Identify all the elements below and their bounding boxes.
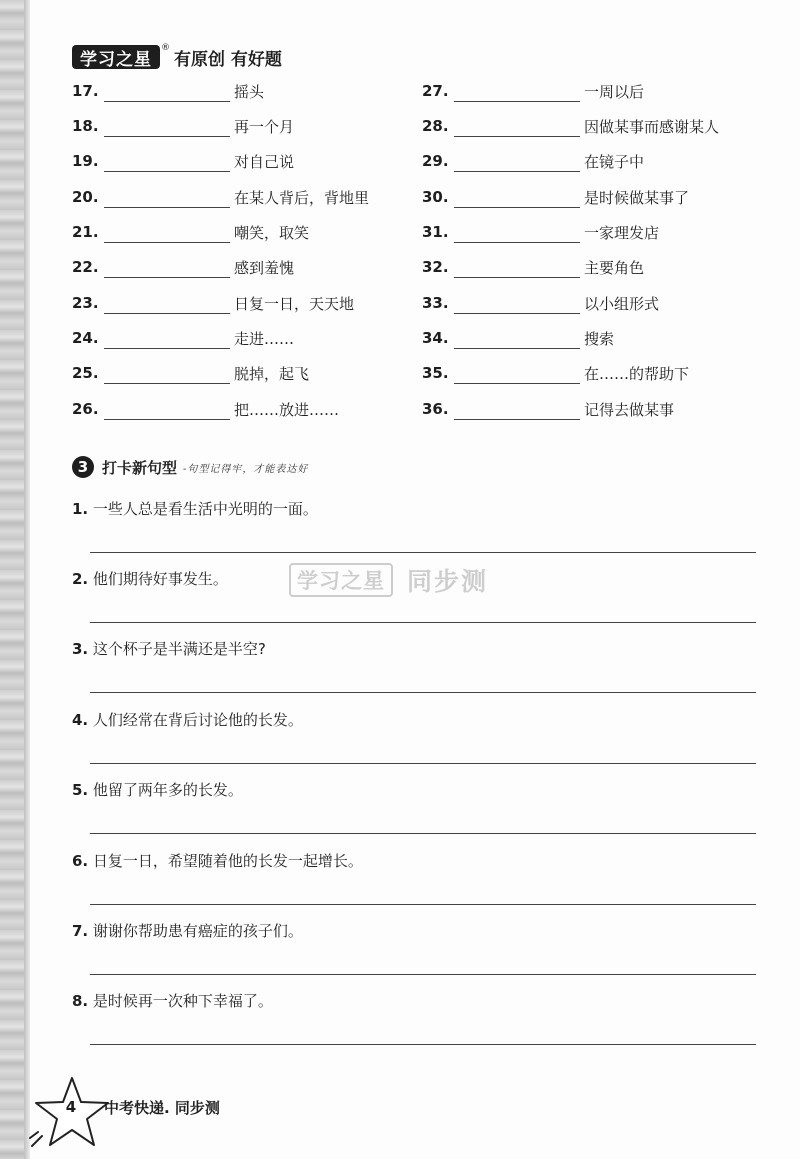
sentence-text: 谢谢你帮助患有癌症的孩子们。: [92, 922, 303, 940]
item-meaning: 再一个月: [234, 117, 295, 136]
sentence-text: 他留了两年多的长发。: [92, 781, 243, 799]
item-meaning: 摇头: [234, 82, 265, 101]
answer-blank[interactable]: [104, 293, 230, 314]
vocab-item: [72, 358, 309, 388]
item-meaning: 嘲笑，取笑: [234, 223, 310, 242]
item-meaning: 脱掉，起飞: [234, 364, 310, 383]
header-tagline: 有原创 有好题: [174, 49, 282, 70]
item-meaning: 走进……: [234, 329, 295, 348]
item-meaning: 以小组形式: [584, 294, 660, 313]
item-meaning: 记得去做某事: [584, 400, 675, 419]
vocab-item: [422, 217, 659, 247]
answer-blank[interactable]: [104, 187, 230, 208]
item-number: 17.: [72, 82, 99, 100]
sentence-prompt: [72, 498, 318, 519]
item-number: 26.: [72, 400, 99, 418]
sentence-text: 人们经常在背后讨论他的长发。: [92, 711, 303, 729]
page-number: 4: [65, 1098, 77, 1116]
sentence-number: 3.: [72, 640, 89, 658]
vocab-item: [422, 76, 644, 106]
item-number: 23.: [72, 294, 99, 312]
answer-blank[interactable]: [104, 257, 230, 278]
item-number: 32.: [422, 258, 449, 276]
answer-blank[interactable]: [454, 187, 580, 208]
sentence-text: 他们期待好事发生。: [92, 570, 228, 588]
answer-blank[interactable]: [104, 328, 230, 349]
answer-line[interactable]: [90, 833, 756, 834]
vocab-item: [72, 394, 339, 424]
item-number: 19.: [72, 152, 99, 170]
vocab-item: [422, 182, 689, 212]
sentence-text: 是时候再一次种下幸福了。: [92, 992, 273, 1010]
item-meaning: 在……的帮助下: [584, 364, 690, 383]
item-number: 20.: [72, 188, 99, 206]
sentence-prompt: [72, 709, 303, 730]
vocab-item: [422, 146, 644, 176]
answer-line[interactable]: [90, 692, 756, 693]
answer-line[interactable]: [90, 763, 756, 764]
item-number: 25.: [72, 364, 99, 382]
item-meaning: 在某人背后，背地里: [234, 188, 370, 207]
sentence-text: 一些人总是看生活中光明的一面。: [92, 500, 318, 518]
item-meaning: 在镜子中: [584, 152, 645, 171]
sentence-number: 8.: [72, 992, 89, 1010]
item-number: 18.: [72, 117, 99, 135]
sentence-prompt: [72, 850, 363, 871]
sentence-prompt: [72, 990, 273, 1011]
item-meaning: 对自己说: [234, 152, 295, 171]
answer-blank[interactable]: [454, 81, 580, 102]
answer-line[interactable]: [90, 904, 756, 905]
answer-blank[interactable]: [104, 81, 230, 102]
vocab-item: [72, 111, 294, 141]
item-meaning: 把……放进……: [234, 400, 340, 419]
answer-blank[interactable]: [454, 399, 580, 420]
vocab-item: [422, 111, 719, 141]
sentence-number: 1.: [72, 500, 89, 518]
section-title: 打卡新句型: [102, 458, 178, 477]
item-number: 28.: [422, 117, 449, 135]
watermark: [289, 562, 488, 598]
item-meaning: 搜索: [584, 329, 615, 348]
item-number: 31.: [422, 223, 449, 241]
watermark-logo: 学习之星: [289, 563, 393, 597]
item-number: 36.: [422, 400, 449, 418]
vocab-item: [422, 394, 674, 424]
vocab-item: [422, 252, 644, 282]
sentence-number: 4.: [72, 711, 89, 729]
item-meaning: 日复一日，天天地: [234, 294, 355, 313]
item-number: 33.: [422, 294, 449, 312]
answer-blank[interactable]: [454, 257, 580, 278]
answer-blank[interactable]: [104, 116, 230, 137]
item-meaning: 感到羞愧: [234, 258, 295, 277]
sentence-prompt: [72, 568, 228, 589]
item-meaning: 一周以后: [584, 82, 645, 101]
answer-line[interactable]: [90, 974, 756, 975]
vocab-item: [72, 323, 294, 353]
vocab-item: [72, 182, 369, 212]
answer-blank[interactable]: [104, 363, 230, 384]
vocab-item: [422, 358, 689, 388]
vocab-item: [72, 146, 294, 176]
answer-line[interactable]: [90, 622, 756, 623]
item-number: 30.: [422, 188, 449, 206]
item-meaning: 因做某事而感谢某人: [584, 117, 720, 136]
item-number: 29.: [422, 152, 449, 170]
item-meaning: 是时候做某事了: [584, 188, 690, 207]
answer-blank[interactable]: [454, 328, 580, 349]
item-meaning: 一家理发店: [584, 223, 660, 242]
sentence-number: 2.: [72, 570, 89, 588]
item-number: 21.: [72, 223, 99, 241]
page-edge-strip: [0, 0, 30, 1159]
item-number: 27.: [422, 82, 449, 100]
sentence-text: 这个杯子是半满还是半空?: [92, 640, 266, 658]
watermark-text: 同步测: [407, 567, 489, 596]
sentence-prompt: [72, 920, 303, 941]
sentence-text: 日复一日，希望随着他的长发一起增长。: [92, 852, 363, 870]
section-number-badge: 3: [72, 456, 94, 478]
answer-blank[interactable]: [104, 399, 230, 420]
vocab-item: [422, 323, 614, 353]
item-number: 35.: [422, 364, 449, 382]
vocab-item: [72, 217, 309, 247]
sentence-number: 6.: [72, 852, 89, 870]
sentence-number: 7.: [72, 922, 89, 940]
answer-blank[interactable]: [454, 363, 580, 384]
registered-mark: ®: [161, 43, 170, 53]
sentence-prompt: [72, 638, 266, 659]
vocab-item: [72, 288, 354, 318]
section-subtitle: -句型记得牢，才能表达好: [183, 463, 309, 475]
answer-blank[interactable]: [454, 116, 580, 137]
item-number: 22.: [72, 258, 99, 276]
sentence-number: 5.: [72, 781, 89, 799]
vocab-item: [72, 252, 294, 282]
footer-title: 中考快递. 同步测: [104, 1099, 220, 1117]
header: [72, 42, 282, 72]
item-number: 34.: [422, 329, 449, 347]
item-meaning: 主要角色: [584, 258, 645, 277]
answer-line[interactable]: [90, 552, 756, 553]
answer-blank[interactable]: [454, 293, 580, 314]
vocab-item: [72, 76, 264, 106]
answer-blank[interactable]: [104, 151, 230, 172]
sentence-prompt: [72, 779, 243, 800]
answer-blank[interactable]: [454, 222, 580, 243]
answer-line[interactable]: [90, 1044, 756, 1045]
item-number: 24.: [72, 329, 99, 347]
section-heading: [72, 456, 308, 478]
vocab-item: [422, 288, 659, 318]
answer-blank[interactable]: [454, 151, 580, 172]
brand-logo: 学习之星: [72, 45, 160, 69]
answer-blank[interactable]: [104, 222, 230, 243]
